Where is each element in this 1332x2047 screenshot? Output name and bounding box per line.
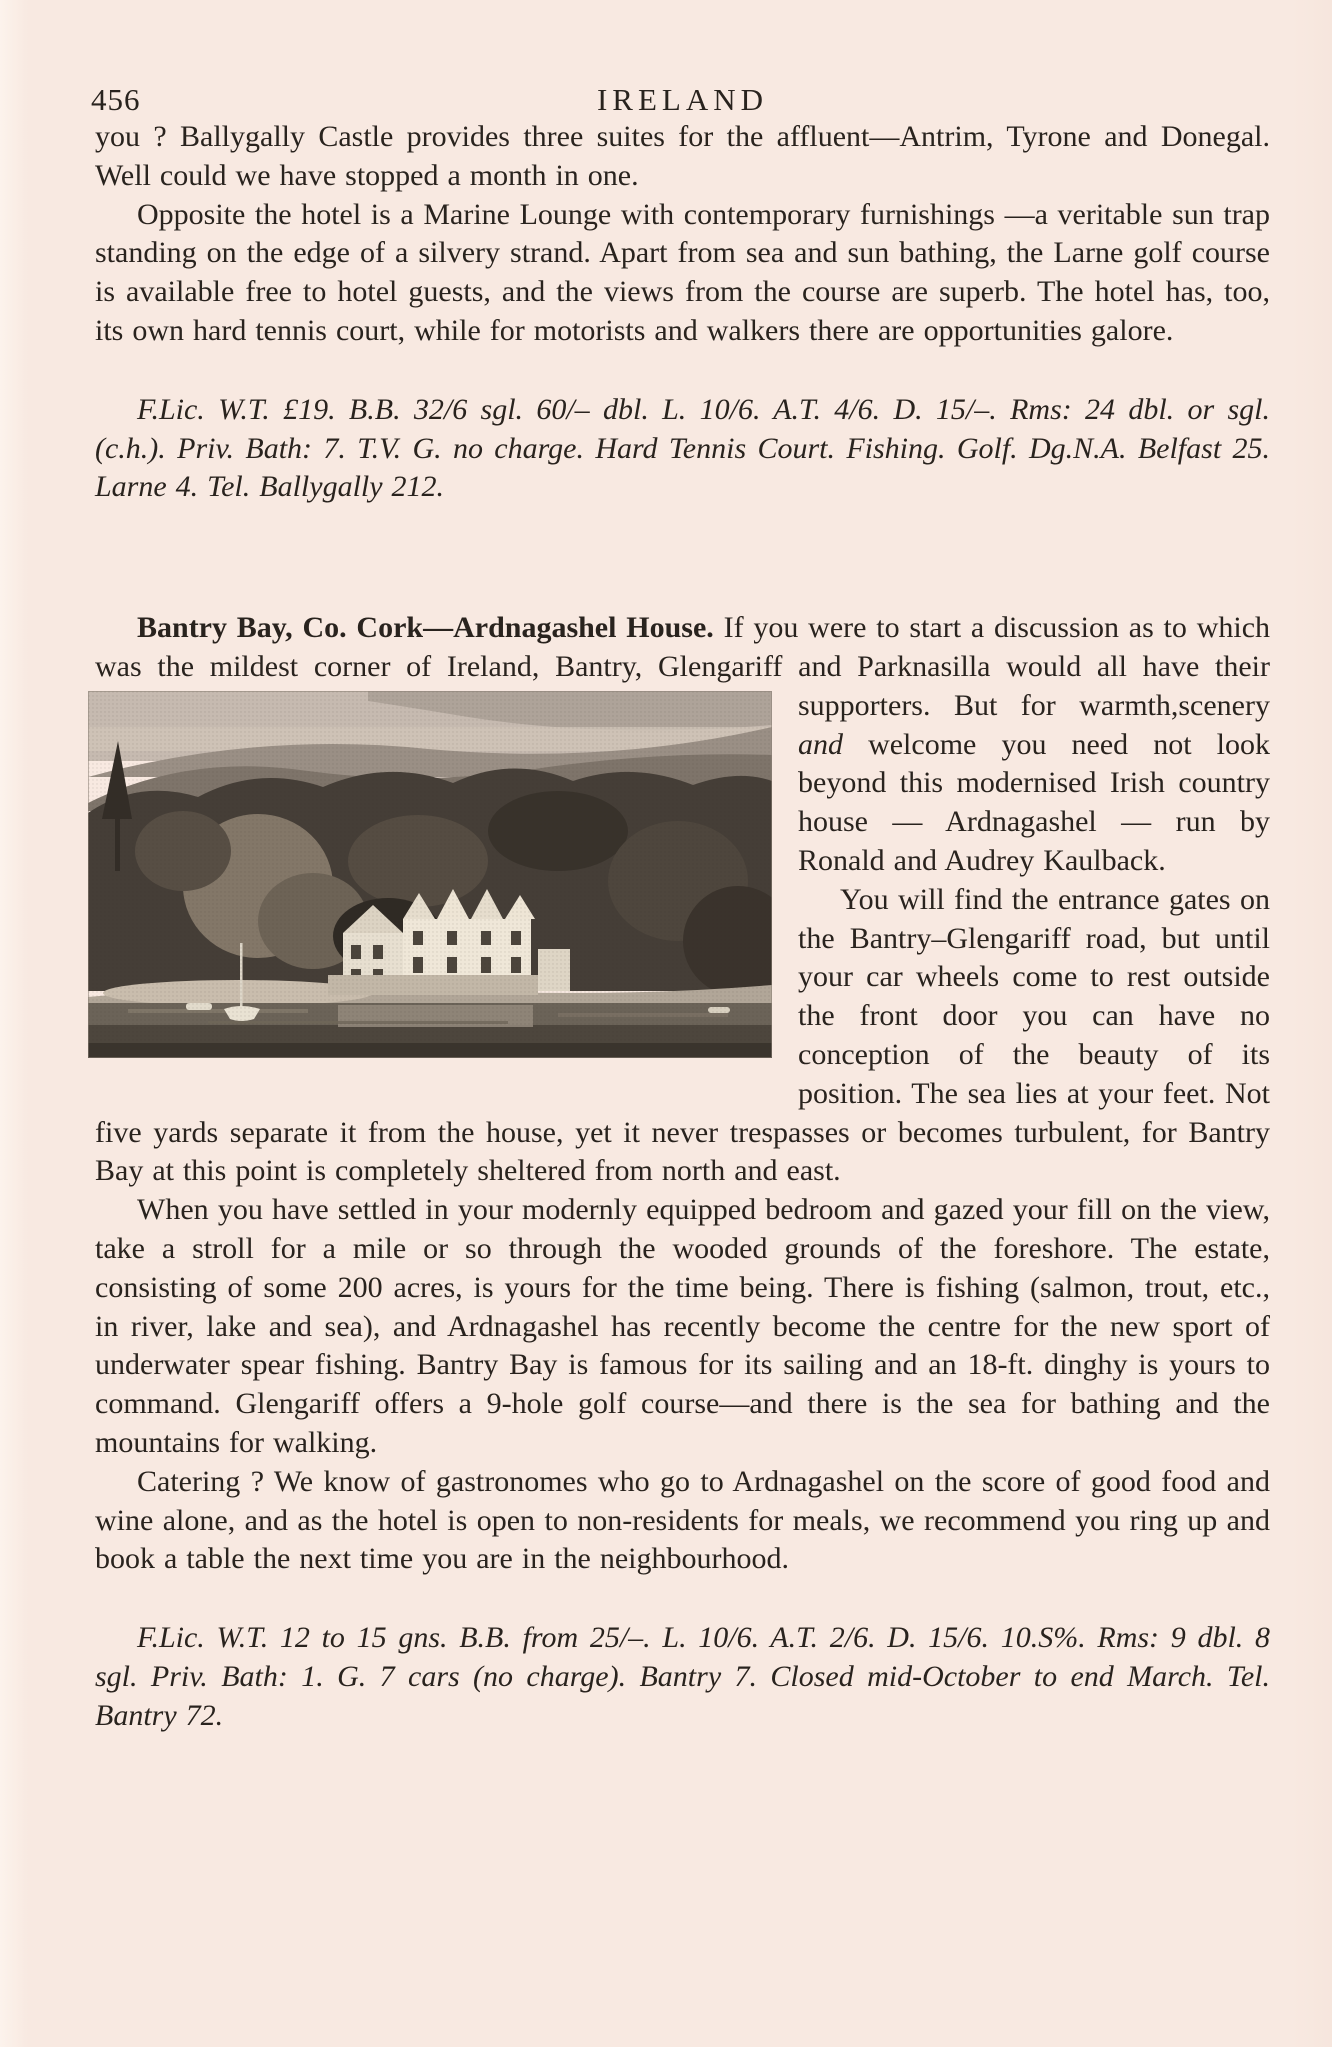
bantry-intro-beside-photo-a: scenery — [1178, 688, 1270, 722]
bantry-intro-before-photo — [714, 611, 724, 644]
page-number: 456 — [91, 82, 141, 117]
page-header — [91, 82, 1270, 118]
bantry-settled-paragraph: When you have settled in your modernly equipped bedroom and gazed your fill on the view, take a stroll for a mile or so through the wooded grounds of the foreshore. The estate, consisting of some 200 acres, is yours for the time being. There is fishing (salmon, trout, etc., in river, lake and sea), and Ardnagashel has recently become the centre for the new sport of underwater spear fishing. Bantry Bay is famous for its sailing and an 18-ft. dinghy is yours to command. Glengariff offers a 9-hole golf course—and there is the sea for bathing and the mountains for walking. — [95, 1193, 1270, 1459]
section-divider-space — [95, 507, 1270, 609]
bantry-intro-italic-and: and — [798, 727, 843, 761]
page-content — [91, 82, 1271, 1735]
bantry-intro-paragraph — [95, 609, 1270, 881]
ballygally-paragraph-opposite: Opposite the hotel is a Marine Lounge with contemporary furnishings —a veritable sun trap standing on the edge of a silvery strand. Apart from sea and sun bathing, the Larne golf course is available free to hotel guests, and the views from the course are superb. The hotel has, too, its own hard tennis court, while for motorists and walkers there are opportunities galore. — [95, 197, 1270, 347]
running-title: IRELAND — [596, 82, 769, 117]
bantry-catering-paragraph: Catering ? We know of gastronomes who go to Ardnagashel on the score of good food and wine alone, and as the hotel is open to non-residents for meals, we recommend you ring up and book a table the next time you are in the neighbourhood. — [95, 1464, 1270, 1576]
bantry-section-heading: Bantry Bay, Co. Cork—Ardnagashel House. — [137, 611, 714, 645]
bantry-intro-text: If you were to start a discussion as to which was the mildest corner of Ireland, Bantry, Glengariff and Parknasilla would all have their supporters. But for warmth, — [95, 611, 1271, 722]
photo-halftone-overlay — [88, 691, 772, 1058]
hotel-photo — [88, 691, 772, 1058]
ardnagashel-house-photo — [88, 691, 772, 1058]
bantry-rates-line: F.Lic. W.T. 12 to 15 gns. B.B. from 25/–. L. 10/6. A.T. 2/6. D. 15/6. 10.S%. Rms: 9 dbl. 8 sgl. Priv. Bath: 1. G. 7 cars (no charge). Bantry 7. Closed mid-October to end March. Tel. Bantry 72. — [95, 1621, 1270, 1732]
bantry-intro-beside-photo-b: welcome you need not look beyond this modernised Irish country house — Ardnagashel — run by Ronald and Audrey Kaulback. — [798, 727, 1270, 877]
bantry-entrance-paragraph: You will find the entrance gates on the Bantry–Glengariff road, but until your car wheels come to rest outside the front door you can have no conception of the beauty of its position. The sea lies at your feet. Not five yards separate it from the house, yet it never trespasses or becomes turbulent, for Bantry Bay at this point is completely sheltered from north and east. — [95, 882, 1270, 1188]
ballygally-paragraph-continuation: you ? Ballygally Castle provides three suites for the affluent—Antrim, Tyrone and Donegal. Well could we have stopped a month in one. — [95, 120, 1270, 192]
ballygally-rates-line: F.Lic. W.T. £19. B.B. 32/6 sgl. 60/– dbl. L. 10/6. A.T. 4/6. D. 15/–. Rms: 24 dbl. or sgl. (c.h.). Priv. Bath: 7. T.V. G. no charge. Hard Tennis Court. Fishing. Golf. Dg.N.A. Belfast 25. Larne 4. Tel. Ballygally 212. — [95, 392, 1270, 504]
